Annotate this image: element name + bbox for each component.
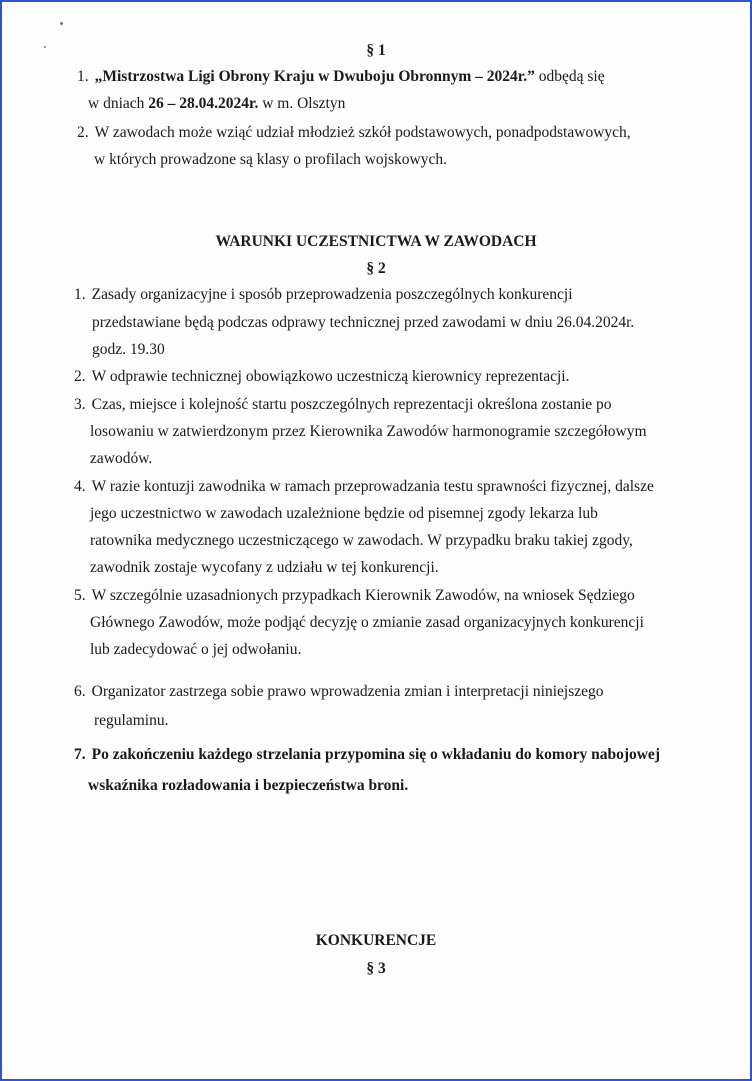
sec2-item3-line1 [74, 396, 612, 414]
sec2-item5-line3: lub zadecydować o jej odwołaniu. [90, 641, 302, 658]
sec2-item4-line1 [74, 478, 654, 496]
sec1-item1-line1 [77, 68, 605, 86]
item-text: Zasady organizacyjne i sposób przeprowadzenia poszczególnych konkurencji [91, 286, 573, 303]
section-1-heading: § 1 [366, 42, 386, 59]
sec2-item1-line1 [74, 286, 573, 304]
item-text: Po zakończeniu każdego strzelania przypomina się o wkładaniu do komory nabojowej [91, 746, 660, 763]
sec2-item4-line3: ratownika medycznego uczestniczącego w zawodach. W przypadku braku takiej zgody, [90, 532, 633, 549]
sec2-item5-line2: Głównego Zawodów, może podjąć decyzję o zmianie zasad organizacyjnych konkurencji [90, 614, 644, 631]
sec2-item1-line2: przedstawiane będą podczas odprawy technicznej przed zawodami w dniu 26.04.2024r. [92, 314, 635, 331]
item-text: W szczególnie uzasadnionych przypadkach Kierownik Zawodów, na wniosek Sędziego [91, 587, 635, 604]
item-number: 5. [74, 587, 86, 604]
sec2-item2-line1 [74, 368, 569, 386]
sec2-item3-line2: losowaniu w zatwierdzonym przez Kierownika Zawodów harmonogramie szczegółowym [90, 423, 647, 440]
sec2-item1-line3: godz. 19.30 [92, 341, 165, 358]
sec1-item2-line1 [77, 124, 631, 142]
item-number: 6. [74, 683, 86, 700]
item-number: 1. [74, 286, 86, 303]
item-number: 2. [77, 124, 89, 141]
scan-speck [44, 46, 46, 48]
section-3-heading: § 3 [366, 960, 386, 977]
item-text: W zawodach może wziąć udział młodzież szkół podstawowych, ponadpodstawowych, [94, 124, 631, 141]
scan-speck [60, 22, 63, 25]
item-text: Organizator zastrzega sobie prawo wprowadzenia zmian i interpretacji niniejszego [91, 683, 604, 700]
sec2-item4-line2: jego uczestnictwo w zawodach uzależnione będzie od pisemnej zgody lekarza lub [90, 505, 598, 522]
event-dates: 26 – 28.04.2024r. [148, 95, 259, 112]
item-number: 7. [74, 746, 86, 763]
sec2-item4-line4: zawodnik zostaje wycofany z udziału w tej konkurencji. [90, 559, 439, 576]
sec2-item5-line1 [74, 587, 635, 605]
event-title: „Mistrzostwa Ligi Obrony Kraju w Dwuboju Obronnym – 2024r.” [94, 68, 535, 85]
sec2-item3-line3: zawodów. [90, 450, 153, 467]
item-number: 2. [74, 368, 86, 385]
sec1-item1-line2 [88, 95, 345, 113]
item-number: 3. [74, 396, 86, 413]
sec2-item6-line1 [74, 683, 603, 701]
sec2-item6-line2: regulaminu. [94, 712, 169, 729]
item-number: 1. [77, 68, 89, 85]
dates-prefix: w dniach [88, 95, 149, 112]
event-location: w m. Olsztyn [258, 95, 346, 112]
sec1-item2-line2: w których prowadzone są klasy o profilach wojskowych. [94, 151, 447, 168]
section-2-heading: § 2 [366, 260, 386, 277]
item-text: Czas, miejsce i kolejność startu poszczególnych reprezentacji określona zostanie po [91, 396, 612, 413]
item-number: 4. [74, 478, 86, 495]
sec2-item7-line2: wskaźnika rozładowania i bezpieczeństwa broni. [88, 777, 409, 794]
item-text: W razie kontuzji zawodnika w ramach przeprowadzania testu sprawności fizycznej, dalsze [91, 478, 654, 495]
event-verb: odbędą się [534, 68, 605, 85]
item-text: W odprawie technicznej obowiązkowo uczestniczą kierownicy reprezentacji. [91, 368, 570, 385]
section-3-title: KONKURENCJE [315, 932, 437, 949]
section-2-title: WARUNKI UCZESTNICTWA W ZAWODACH [215, 233, 537, 250]
sec2-item7-line1 [74, 746, 660, 764]
